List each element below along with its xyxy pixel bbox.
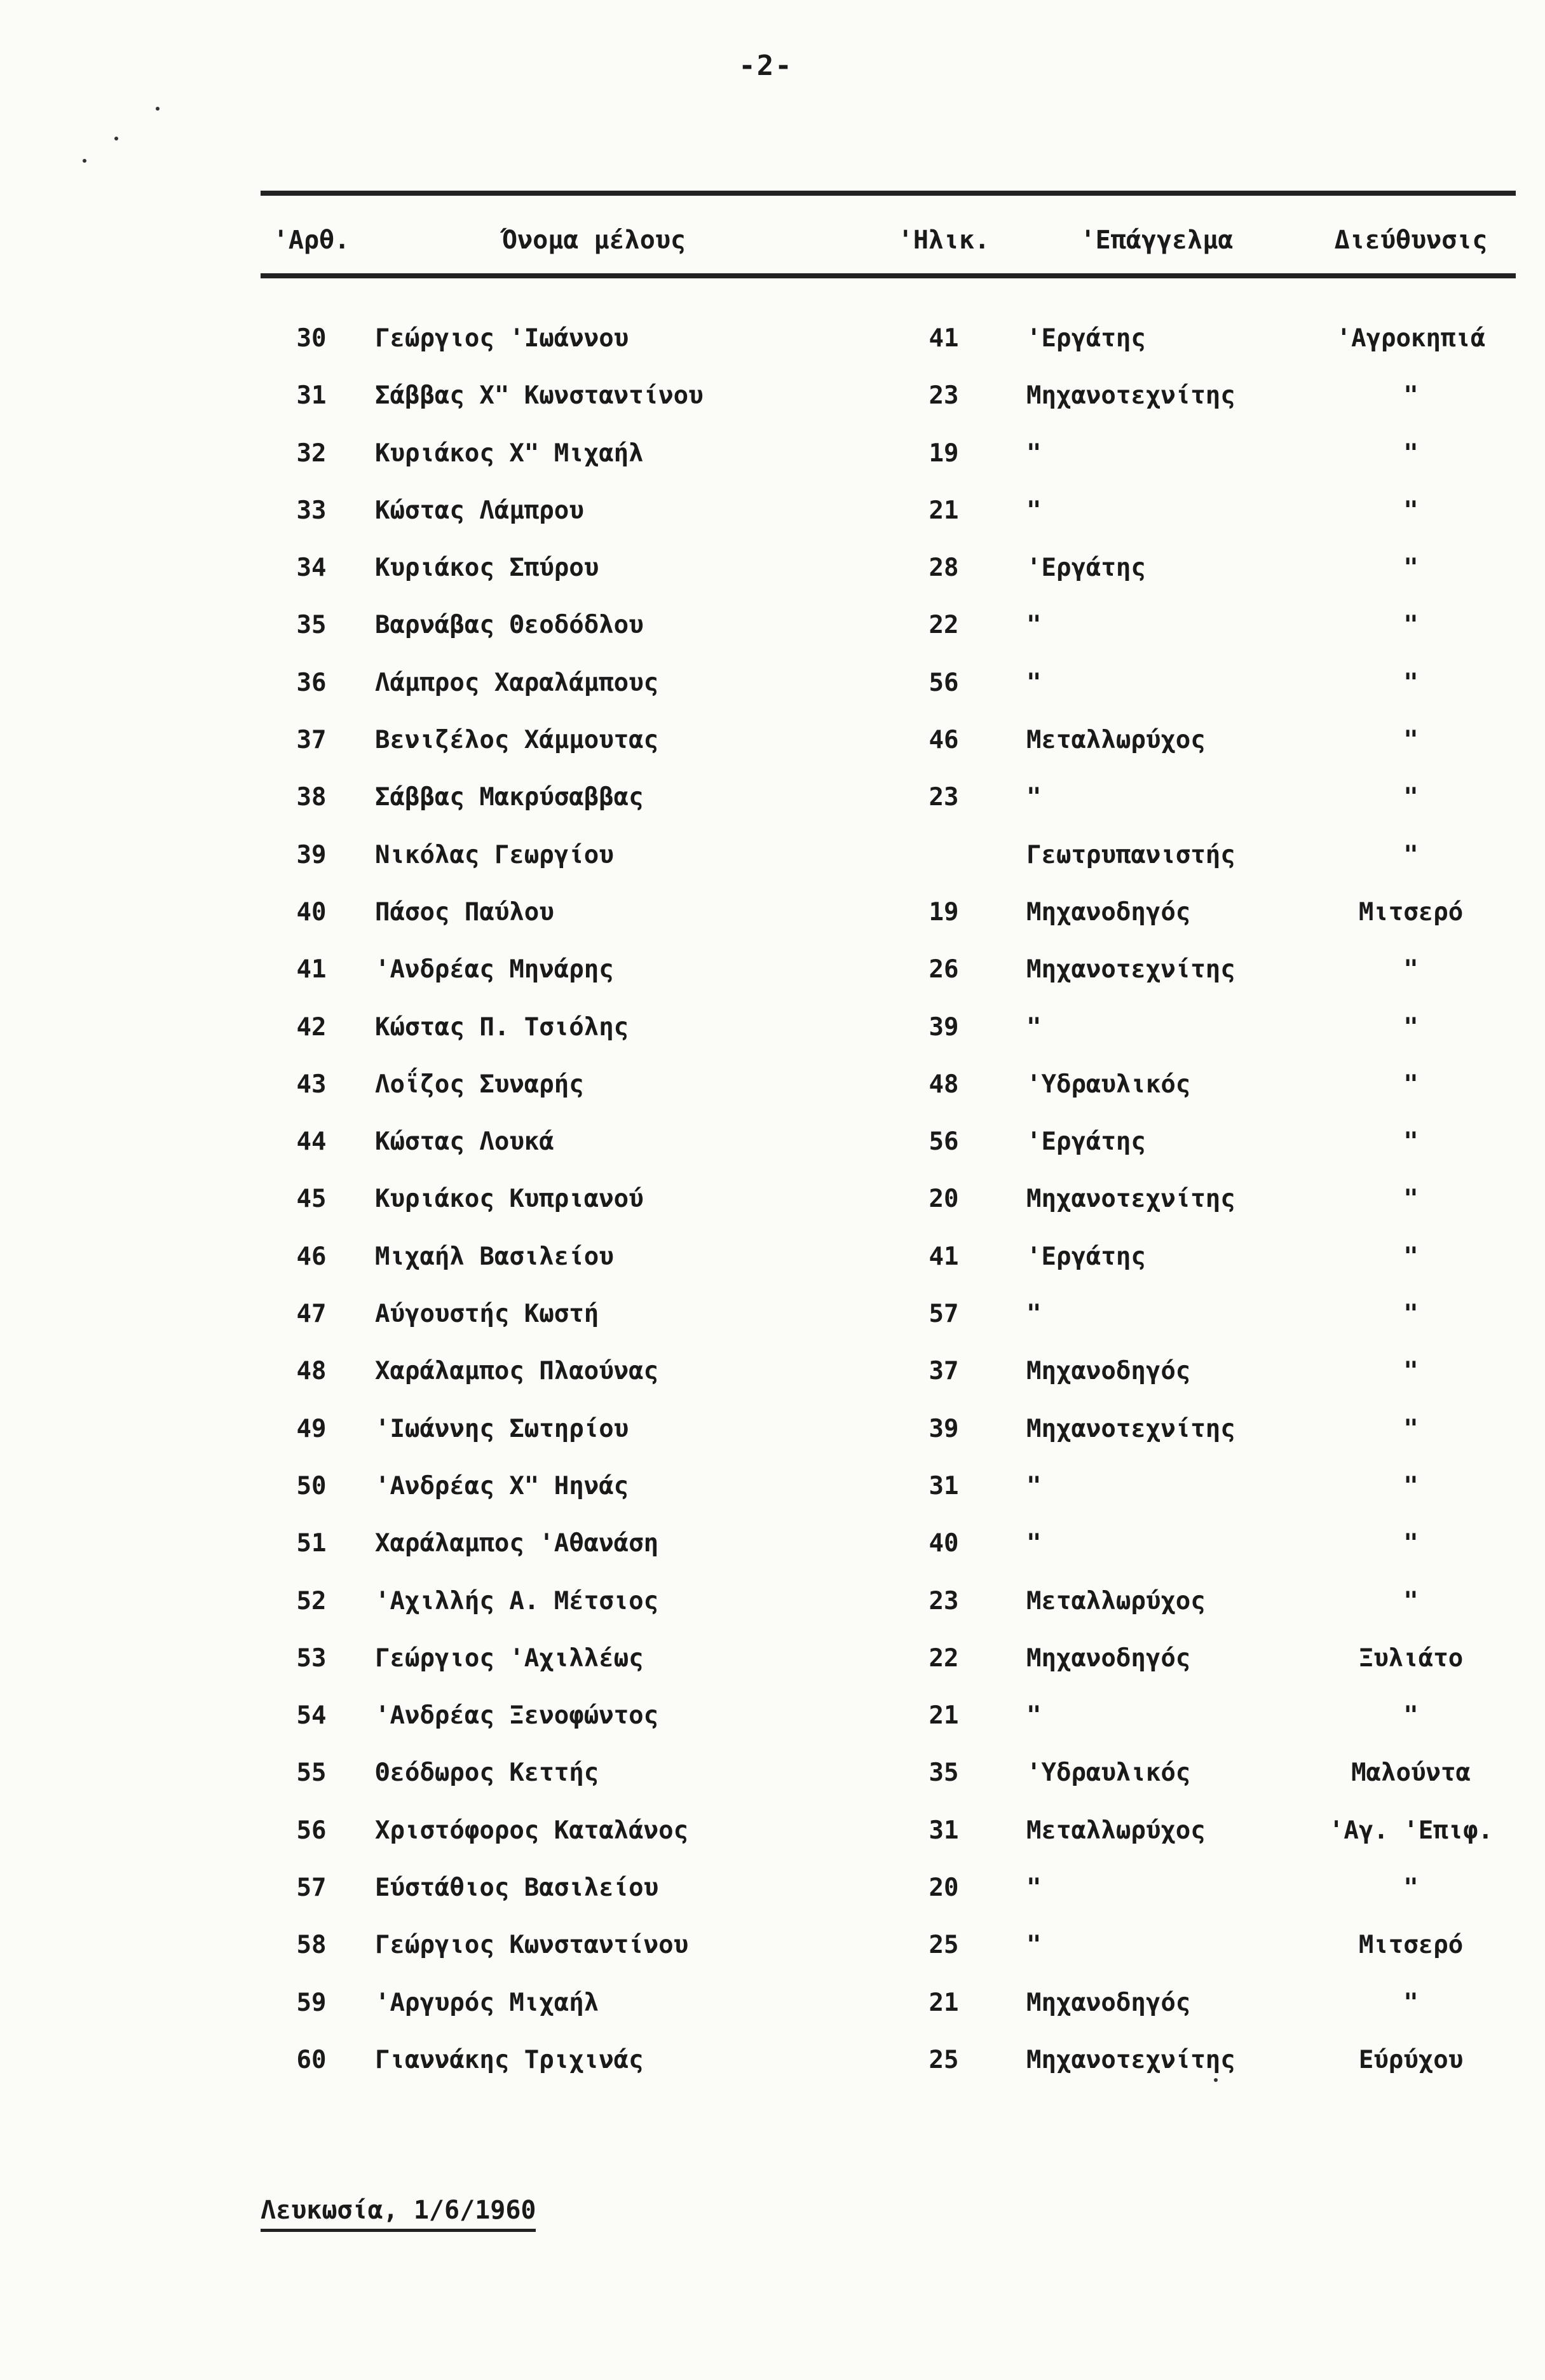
member-occupation: " (1026, 1873, 1042, 1903)
member-occupation: " (1026, 439, 1042, 468)
member-age: 56 (929, 1127, 959, 1157)
member-age: 57 (929, 1300, 959, 1329)
header-number: 'Αρθ. (273, 226, 350, 255)
member-occupation: Μηχανοτεχνίτης (1026, 2045, 1235, 2074)
table-row (261, 310, 1516, 367)
table-row (261, 1573, 1516, 1630)
member-occupation: Μηχανοτεχνίτης (1026, 1414, 1235, 1443)
row-number: 50 (296, 1471, 327, 1500)
row-number: 56 (296, 1816, 327, 1845)
row-number: 34 (296, 554, 327, 583)
table-row (261, 1458, 1516, 1515)
row-number: 58 (296, 1931, 327, 1960)
member-occupation: " (1026, 1300, 1042, 1329)
table-top-rule (261, 191, 1516, 196)
page-number: -2- (738, 50, 793, 82)
member-address: " (1403, 1012, 1419, 1042)
member-name: Γιαννάκης Τριχινάς (375, 2045, 644, 2074)
row-number: 36 (296, 668, 327, 697)
member-age: 21 (929, 1988, 959, 2017)
member-age: 37 (929, 1357, 959, 1386)
member-address: " (1403, 1586, 1419, 1615)
member-occupation: " (1026, 668, 1042, 697)
table-row (261, 2032, 1516, 2089)
member-name: Πάσος Παύλου (375, 897, 554, 927)
member-name: Γεώργιος 'Ιωάννου (375, 324, 629, 353)
member-address: " (1403, 1873, 1419, 1903)
table-row (261, 1744, 1516, 1802)
member-name: 'Ανδρέας Μηνάρης (375, 955, 614, 984)
member-address: " (1403, 955, 1419, 984)
member-address: 'Αγ. 'Επιφ. (1328, 1816, 1494, 1845)
member-name: 'Ανδρέας Ξενοφώντος (375, 1701, 659, 1731)
member-occupation: 'Υδραυλικός (1026, 1070, 1191, 1099)
member-address: 'Αγροκηπιά (1336, 324, 1486, 353)
member-occupation: " (1026, 783, 1042, 812)
member-occupation: Μηχανοδηγός (1026, 1357, 1191, 1386)
member-occupation: 'Υδραυλικός (1026, 1758, 1191, 1788)
member-age: 41 (929, 1242, 959, 1271)
row-number: 55 (296, 1758, 327, 1788)
member-name: Θεόδωρος Κεττής (375, 1758, 599, 1788)
member-occupation: Μεταλλωρύχος (1026, 726, 1206, 755)
member-address: " (1403, 554, 1419, 583)
member-name: 'Ιωάννης Σωτηρίου (375, 1414, 629, 1443)
row-number: 53 (296, 1643, 327, 1673)
member-address: " (1403, 611, 1419, 640)
table-row (261, 1917, 1516, 1974)
member-name: Αύγουστής Κωστή (375, 1300, 599, 1329)
member-age: 23 (929, 1586, 959, 1615)
member-address: Μιτσερό (1358, 1931, 1464, 1960)
table-row (261, 1630, 1516, 1687)
member-age: 56 (929, 668, 959, 697)
row-number: 32 (296, 439, 327, 468)
member-occupation: 'Εργάτης (1026, 554, 1146, 583)
member-age: 21 (929, 496, 959, 525)
member-name: Λάμπρος Χαραλάμπους (375, 668, 659, 697)
member-name: Χριστόφορος Καταλάνος (375, 1816, 689, 1845)
member-age: 31 (929, 1816, 959, 1845)
member-name: Νικόλας Γεωργίου (375, 840, 614, 869)
member-occupation: Μηχανοδηγός (1026, 897, 1191, 927)
row-number: 47 (296, 1300, 327, 1329)
table-row (261, 1171, 1516, 1228)
row-number: 40 (296, 897, 327, 927)
row-number: 59 (296, 1988, 327, 2017)
member-age: 25 (929, 2045, 959, 2074)
header-age: 'Ηλικ. (897, 226, 990, 255)
scan-speck (1214, 2078, 1218, 2082)
member-name: Λοΐζος Συναρής (375, 1070, 584, 1099)
member-occupation: " (1026, 611, 1042, 640)
scan-speck (114, 137, 118, 140)
member-address: " (1403, 1471, 1419, 1500)
row-number: 39 (296, 840, 327, 869)
table-row (261, 367, 1516, 425)
member-address: " (1403, 668, 1419, 697)
row-number: 57 (296, 1873, 327, 1903)
table-row (261, 482, 1516, 540)
member-address: " (1403, 1529, 1419, 1558)
member-occupation: " (1026, 1701, 1042, 1731)
member-address: " (1403, 496, 1419, 525)
scan-speck (156, 107, 160, 111)
member-name: Γεώργιος 'Αχιλλέως (375, 1643, 644, 1673)
member-age: 22 (929, 1643, 959, 1673)
member-address: " (1403, 1701, 1419, 1731)
member-address: " (1403, 1357, 1419, 1386)
member-age: 23 (929, 381, 959, 411)
row-number: 42 (296, 1012, 327, 1042)
member-occupation: Μεταλλωρύχος (1026, 1816, 1206, 1845)
row-number: 43 (296, 1070, 327, 1099)
row-number: 54 (296, 1701, 327, 1731)
row-number: 49 (296, 1414, 327, 1443)
member-occupation: Μηχανοτεχνίτης (1026, 1185, 1235, 1214)
member-age: 40 (929, 1529, 959, 1558)
member-age: 35 (929, 1758, 959, 1788)
row-number: 38 (296, 783, 327, 812)
row-number: 45 (296, 1185, 327, 1214)
table-row (261, 1687, 1516, 1744)
member-address: " (1403, 1127, 1419, 1157)
member-name: Κυριάκος Σπύρου (375, 554, 599, 583)
table-row (261, 597, 1516, 654)
member-age (871, 827, 1017, 884)
table-row (261, 1802, 1516, 1860)
member-occupation: " (1026, 1931, 1042, 1960)
member-name: Σάββας Μακρύσαββας (375, 783, 644, 812)
header-occupation: 'Επάγγελμα (1080, 226, 1234, 255)
member-address: " (1403, 1414, 1419, 1443)
row-number: 48 (296, 1357, 327, 1386)
member-occupation: " (1026, 1012, 1042, 1042)
row-number: 44 (296, 1127, 327, 1157)
member-occupation: 'Εργάτης (1026, 1127, 1146, 1157)
member-name: 'Αχιλλής Α. Μέτσιος (375, 1586, 659, 1615)
table-body (261, 310, 1516, 2089)
header-name: Όνομα μέλους (502, 226, 686, 255)
place-date: Λευκωσία, 1/6/1960 (261, 2196, 536, 2232)
member-address: " (1403, 1300, 1419, 1329)
row-number: 46 (296, 1242, 327, 1271)
table-row (261, 1228, 1516, 1286)
table-row (261, 1975, 1516, 2032)
member-age: 19 (929, 439, 959, 468)
table-row (261, 999, 1516, 1056)
member-occupation: Μηχανοτεχνίτης (1026, 381, 1235, 411)
member-age: 23 (929, 783, 959, 812)
member-occupation: Μηχανοδηγός (1026, 1643, 1191, 1673)
table-row (261, 1343, 1516, 1400)
table-row (261, 1056, 1516, 1113)
table-row (261, 1113, 1516, 1171)
members-table (261, 191, 1516, 2094)
member-age: 20 (929, 1873, 959, 1903)
member-name: Βαρνάβας Θεοδόδλου (375, 611, 644, 640)
member-age: 41 (929, 324, 959, 353)
member-address: Μιτσερό (1358, 897, 1464, 927)
table-row (261, 655, 1516, 712)
row-number: 51 (296, 1529, 327, 1558)
member-age: 21 (929, 1701, 959, 1731)
row-number: 37 (296, 726, 327, 755)
member-name: Μιχαήλ Βασιλείου (375, 1242, 614, 1271)
member-address: " (1403, 840, 1419, 869)
member-name: Κώστας Λουκά (375, 1127, 554, 1157)
table-row (261, 941, 1516, 998)
member-age: 19 (929, 897, 959, 927)
member-name: Κυριάκος Χ" Μιχαήλ (375, 439, 644, 468)
row-number: 60 (296, 2045, 327, 2074)
member-name: Σάββας Χ" Κωνσταντίνου (375, 381, 704, 411)
row-number: 33 (296, 496, 327, 525)
scan-speck (83, 159, 86, 163)
member-name: 'Ανδρέας Χ" Ηηνάς (375, 1471, 629, 1500)
member-occupation: Μεταλλωρύχος (1026, 1586, 1206, 1615)
header-address: Διεύθυνσις (1334, 226, 1488, 255)
row-number: 31 (296, 381, 327, 411)
table-row (261, 884, 1516, 941)
member-occupation: " (1026, 496, 1042, 525)
header-rule (261, 273, 1516, 278)
member-name: Χαράλαμπος 'Αθανάση (375, 1529, 659, 1558)
member-name: Κυριάκος Κυπριανού (375, 1185, 644, 1214)
member-age: 22 (929, 611, 959, 640)
member-age: 31 (929, 1471, 959, 1500)
member-occupation: 'Εργάτης (1026, 1242, 1146, 1271)
member-name: Γεώργιος Κωνσταντίνου (375, 1931, 689, 1960)
table-row (261, 1401, 1516, 1458)
member-age: 39 (929, 1012, 959, 1042)
table-row (261, 712, 1516, 769)
member-name: Κώστας Λάμπρου (375, 496, 584, 525)
row-number: 30 (296, 324, 327, 353)
member-name: 'Αργυρός Μιχαήλ (375, 1988, 599, 2017)
member-age: 28 (929, 554, 959, 583)
table-row (261, 1515, 1516, 1572)
member-address: " (1403, 1988, 1419, 2017)
table-row (261, 425, 1516, 482)
member-age: 46 (929, 726, 959, 755)
member-address: Εύρύχου (1358, 2045, 1464, 2074)
member-name: Κώστας Π. Τσιόλης (375, 1012, 629, 1042)
member-age: 20 (929, 1185, 959, 1214)
member-address: " (1403, 381, 1419, 411)
member-age: 25 (929, 1931, 959, 1960)
member-age: 39 (929, 1414, 959, 1443)
table-row (261, 827, 1516, 884)
member-name: Εύστάθιος Βασιλείου (375, 1873, 659, 1903)
member-age: 48 (929, 1070, 959, 1099)
member-address: " (1403, 1070, 1419, 1099)
member-occupation: Μηχανοτεχνίτης (1026, 955, 1235, 984)
row-number: 41 (296, 955, 327, 984)
table-row (261, 769, 1516, 826)
table-row (261, 1860, 1516, 1917)
table-row (261, 1286, 1516, 1343)
row-number: 52 (296, 1586, 327, 1615)
member-name: Βενιζέλος Χάμμουτας (375, 726, 659, 755)
row-number: 35 (296, 611, 327, 640)
member-address: " (1403, 1185, 1419, 1214)
member-address: " (1403, 726, 1419, 755)
member-address: " (1403, 783, 1419, 812)
member-name: Χαράλαμπος Πλαούνας (375, 1357, 659, 1386)
member-occupation: Μηχανοδηγός (1026, 1988, 1191, 2017)
member-occupation: " (1026, 1471, 1042, 1500)
member-address: " (1403, 439, 1419, 468)
member-occupation: " (1026, 1529, 1042, 1558)
member-address: Μαλούντα (1351, 1758, 1471, 1788)
member-address: Ξυλιάτο (1358, 1643, 1464, 1673)
member-occupation: Γεωτρυπανιστής (1026, 840, 1235, 869)
table-row (261, 540, 1516, 597)
member-age: 26 (929, 955, 959, 984)
member-occupation: 'Εργάτης (1026, 324, 1146, 353)
member-address: " (1403, 1242, 1419, 1271)
